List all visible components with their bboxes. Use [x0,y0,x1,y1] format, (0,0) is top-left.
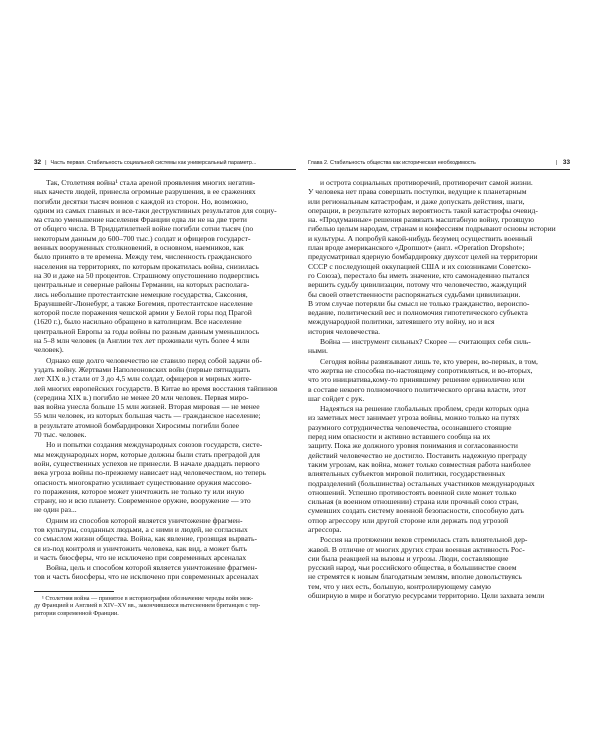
footnote-line: ¹ Столетняя война — принятое в историографии обозначение череды войн меж- [42,594,254,602]
text-line: или региональным катастрофам, и даже допускать действия, шаги, [308,196,525,206]
left-running-title: Часть первая. Стабильность социальной системы как универсальный параметр... [50,160,257,166]
text-line: отношений. Успешно противостоять военной силе может только [308,487,517,497]
text-line: тем, что у них есть, большую, контролирующему самую [308,581,491,591]
text-line: гибелью целым народам, странам и конфессиям подрывают основы истории [308,224,556,234]
text-line: сии была реакцией на вызовы и угрозы. Люди, составляющие [308,553,509,563]
text-line: международной политики, затеявшего эту войну, но и вся [308,317,495,327]
text-line: У человека нет права совершать поступки, ведущие к планетарным [308,187,527,197]
text-line: что это инициатива,кому-то принявшему решение единолично или [308,375,525,385]
text-line: погибли десятки тысяч воинов с каждой из сторон. Но, возможно, [34,196,249,206]
header-separator: | [45,160,47,166]
text-line: бы своей ответственности распоряжаться судьбами цивилизации. [308,289,521,299]
text-line: со смыслом жизни общества. Война, как явление, грозящая вырвать- [34,534,257,544]
footnote-line: ду Францией и Англией в XIV–XV вв., закончившихся вытеснением британцев с тер- [34,602,261,610]
text-line: из заметных мест занимает угроза войны, можно только на путях [308,413,520,423]
text-line: не стремятся к новым благодатным землям, вполне довольствуясь [308,572,522,582]
text-line: ными. [308,346,328,356]
text-line: которой после поражения чешской армии у Белой горы под Прагой [34,308,252,318]
right-body-text [308,178,570,600]
text-line: населения на территориях, по которым прокатилась война, снизилась [34,261,259,271]
footnote [34,595,296,618]
paragraph [34,440,296,514]
text-line: на. «Продуманные» решения развязать масштабную войну, грозящую [308,215,534,225]
text-line: и часть биосферы, что не исключено при современных арсеналах [34,552,247,562]
text-line: от общего числа. В Тридцатилетней войне погибли сотни тысяч (по [34,224,254,234]
text-line: Сегодня войны развязывают лишь те, кто уверен, во-первых, в том, [320,356,538,366]
text-line: венных вооруженных столкновений, в основном, наемников, как [34,243,244,253]
text-line: Надеяться на решение глобальных проблем, среди которых одна [320,404,529,414]
text-line: 70 тыс. человек. [34,430,87,440]
left-page-number: 32 [34,159,42,166]
text-line: Так, Столетняя война¹ стала ареной проявления многих негатив- [46,178,256,187]
paragraph [34,356,296,440]
right-page [308,158,570,600]
text-line: войн, существенных успехов не принесли. В начале двадцать первого [34,458,260,468]
text-line: ма стало уменьшение населения Франции едва ли не на две трети [34,215,247,225]
text-line: в результате атомной бомбардировки Хиросимы погибли более [34,420,239,430]
text-line: операции, в результате которых вероятность такой катастрофы очевид- [308,205,538,215]
text-line: на 30 и даже на 50 процентов. Страшному опустошению подверглись [34,270,260,280]
text-line: жавой. В отличие от многих других стран военная активность Рос- [308,544,525,554]
text-line: действий человечество не достигло. Поставить надежную преграду [308,450,527,460]
right-page-number: 33 [562,159,570,166]
text-line: Но и попытки создания международных союзов государств, систе- [46,440,263,450]
text-line: и культуры. А попробуй какой-нибудь безумец осуществить военный [308,233,533,243]
text-line: мы международных норм, которые должны были стать преградой для [34,449,261,459]
text-line: шаг сойдет с рук. [308,393,365,403]
text-line: (середина XIX в.) погибло не менее 20 млн человек. Первая миро- [34,392,249,402]
text-line: на 5–8 млн человек (в Англии тех лет проживали чуть более 4 млн [34,336,250,346]
text-line: Однако еще долго человечество не ставило перед собой задачи об- [46,355,262,365]
text-line: отпор агрессору или другой стороне или держать под угрозой [308,515,509,525]
text-line: Брауншвейг-Люнебург, а также Богемия, протестантское население [34,298,253,308]
text-line: в составе некоего полномочного политического органа власти, этот [308,384,526,394]
paragraph [308,357,570,403]
footnote-rule [34,591,114,592]
text-line: не один раз... [34,505,77,515]
paragraph [34,563,296,582]
text-line: ных качеств людей, принесла огромные разрушения, в ее сражениях [34,187,256,197]
text-line: Россия на протяжении веков стремилась стать влиятельной дер- [320,535,528,545]
text-line: агрессора. [308,524,342,534]
paragraph [308,404,570,534]
text-line: 55 млн человек, из которых большая часть — гражданское население; [34,411,261,421]
right-running-head [308,158,570,170]
text-line: перед ним опасности и активно вставшего сообща на их [308,432,491,442]
text-line: В этом случае потеряли бы смысл не только гражданство, вероиспо- [308,298,530,308]
text-line: тов культуры, созданных людьми, а с ними и людей, не согласных [34,524,248,534]
text-line: русский народ, чьи российского общества, в большинстве своем [308,563,517,573]
text-line: некоторым данным до 600–700 тыс.) солдат и офицеров государст- [34,233,251,243]
paragraph [308,535,570,600]
left-page [34,158,296,618]
footnote-line: ритории современной Франции. [34,609,119,617]
text-line: влиятельных субъектов мировой политики, государственных [308,469,506,479]
right-running-title: Глава 2. Стабильность общества как историческая необходимость [308,160,476,166]
text-line: опасность многократно усиливает существование оружия массово- [34,477,252,487]
text-line: лей многих европейских государств. В Китае во время восстания тайпинов [34,383,278,393]
text-line: (1620 г.), было насильно обращено в католицизм. Все население [34,317,242,327]
text-line: одним из самых главных и все-таки деструктивных результатов для социу- [34,205,277,215]
text-line: го поражения, которое может уничтожить не только ту или иную [34,486,245,496]
text-line: подразделений (большинства) остальных участников международных [308,478,535,488]
text-line: го Союза), перестало бы иметь значение, кто самонадеянно пытался [308,270,530,280]
text-line: вершить судьбу цивилизации, потому что человечество, жаждущий [308,280,527,290]
text-line: тов и часть биосферы, что не исключено при современных арсеналах [34,572,259,582]
paragraph [34,178,296,355]
text-line: центральные и северные районы Германии, на которых располага- [34,280,250,290]
text-line: обширную в мире и богатую ресурсами территорию. Цели захвата земли [308,591,545,601]
paragraph [34,516,296,562]
text-line: ведание, политический вес и полномочия гипотетического субъекта [308,308,528,318]
text-line: сумевших создать систему военной безопасности, способную дать [308,506,524,516]
text-line: уздать войну. Жертвами Наполеоновских войн (первые пятнадцать [34,364,251,374]
text-line: ся из-под контроля и уничтожить человека, как вид, а может быть [34,543,247,553]
text-line: было принято в те времена. Между тем, численность гражданского [34,252,252,262]
text-line: сильная (в военном отношении) страна или прочный союз стран, [308,497,519,507]
text-line: лет XIX в.) стали от 3 до 4,5 млн солдат, офицеров и мирных жите- [34,374,252,384]
text-line: таким угрозам, как война, может только совместная работа наиболее [308,459,531,469]
text-line: разумного сотрудничества человечества, осознавшего стоящие [308,422,512,432]
text-line: СССР с последующей оккупацией США и их союзниками Советско- [308,261,532,271]
header-separator: | [555,160,558,166]
text-line: Одним из способов которой является уничтожение фрагмен- [46,515,243,525]
text-line: что жертва не способна по-настоящему сопротивляться, и во-вторых, [308,365,533,375]
text-line: лись небольшие протестантские немецкие государства, Саксония, [34,289,248,299]
text-line: человек). [34,345,64,355]
text-line: Война — инструмент сильных? Скорее — считающих себя силь- [320,337,531,347]
paragraph [308,178,570,336]
text-line: защиту. Пока же должного уровня понимания и согласованности [308,441,518,451]
left-running-head [34,158,296,170]
text-line: история человечества. [308,326,381,336]
text-line: вая война унесла больше 15 млн жизней. Вторая мировая — не менее [34,402,260,412]
text-line: план вроде американского «Дропшот» (англ. «Operation Dropshot»; [308,243,525,253]
text-line: и острота социальных противоречий, противоречит самой жизни. [320,178,533,187]
left-body-text [34,178,296,582]
text-line: центральной Европы за годы войны по разным данным уменьшилось [34,326,260,336]
text-line: Война, цель и способом которой является уничтожение фрагмен- [46,563,258,573]
text-line: предусматривал ядерную бомбардировку двухсот целей на территории [308,252,538,262]
text-line: страну, но и всю планету. Современное оружие, вооружение — это [34,496,251,506]
text-line: века угроза войны по-прежнему нависает над человечеством, но теперь [34,468,266,478]
paragraph [308,337,570,356]
